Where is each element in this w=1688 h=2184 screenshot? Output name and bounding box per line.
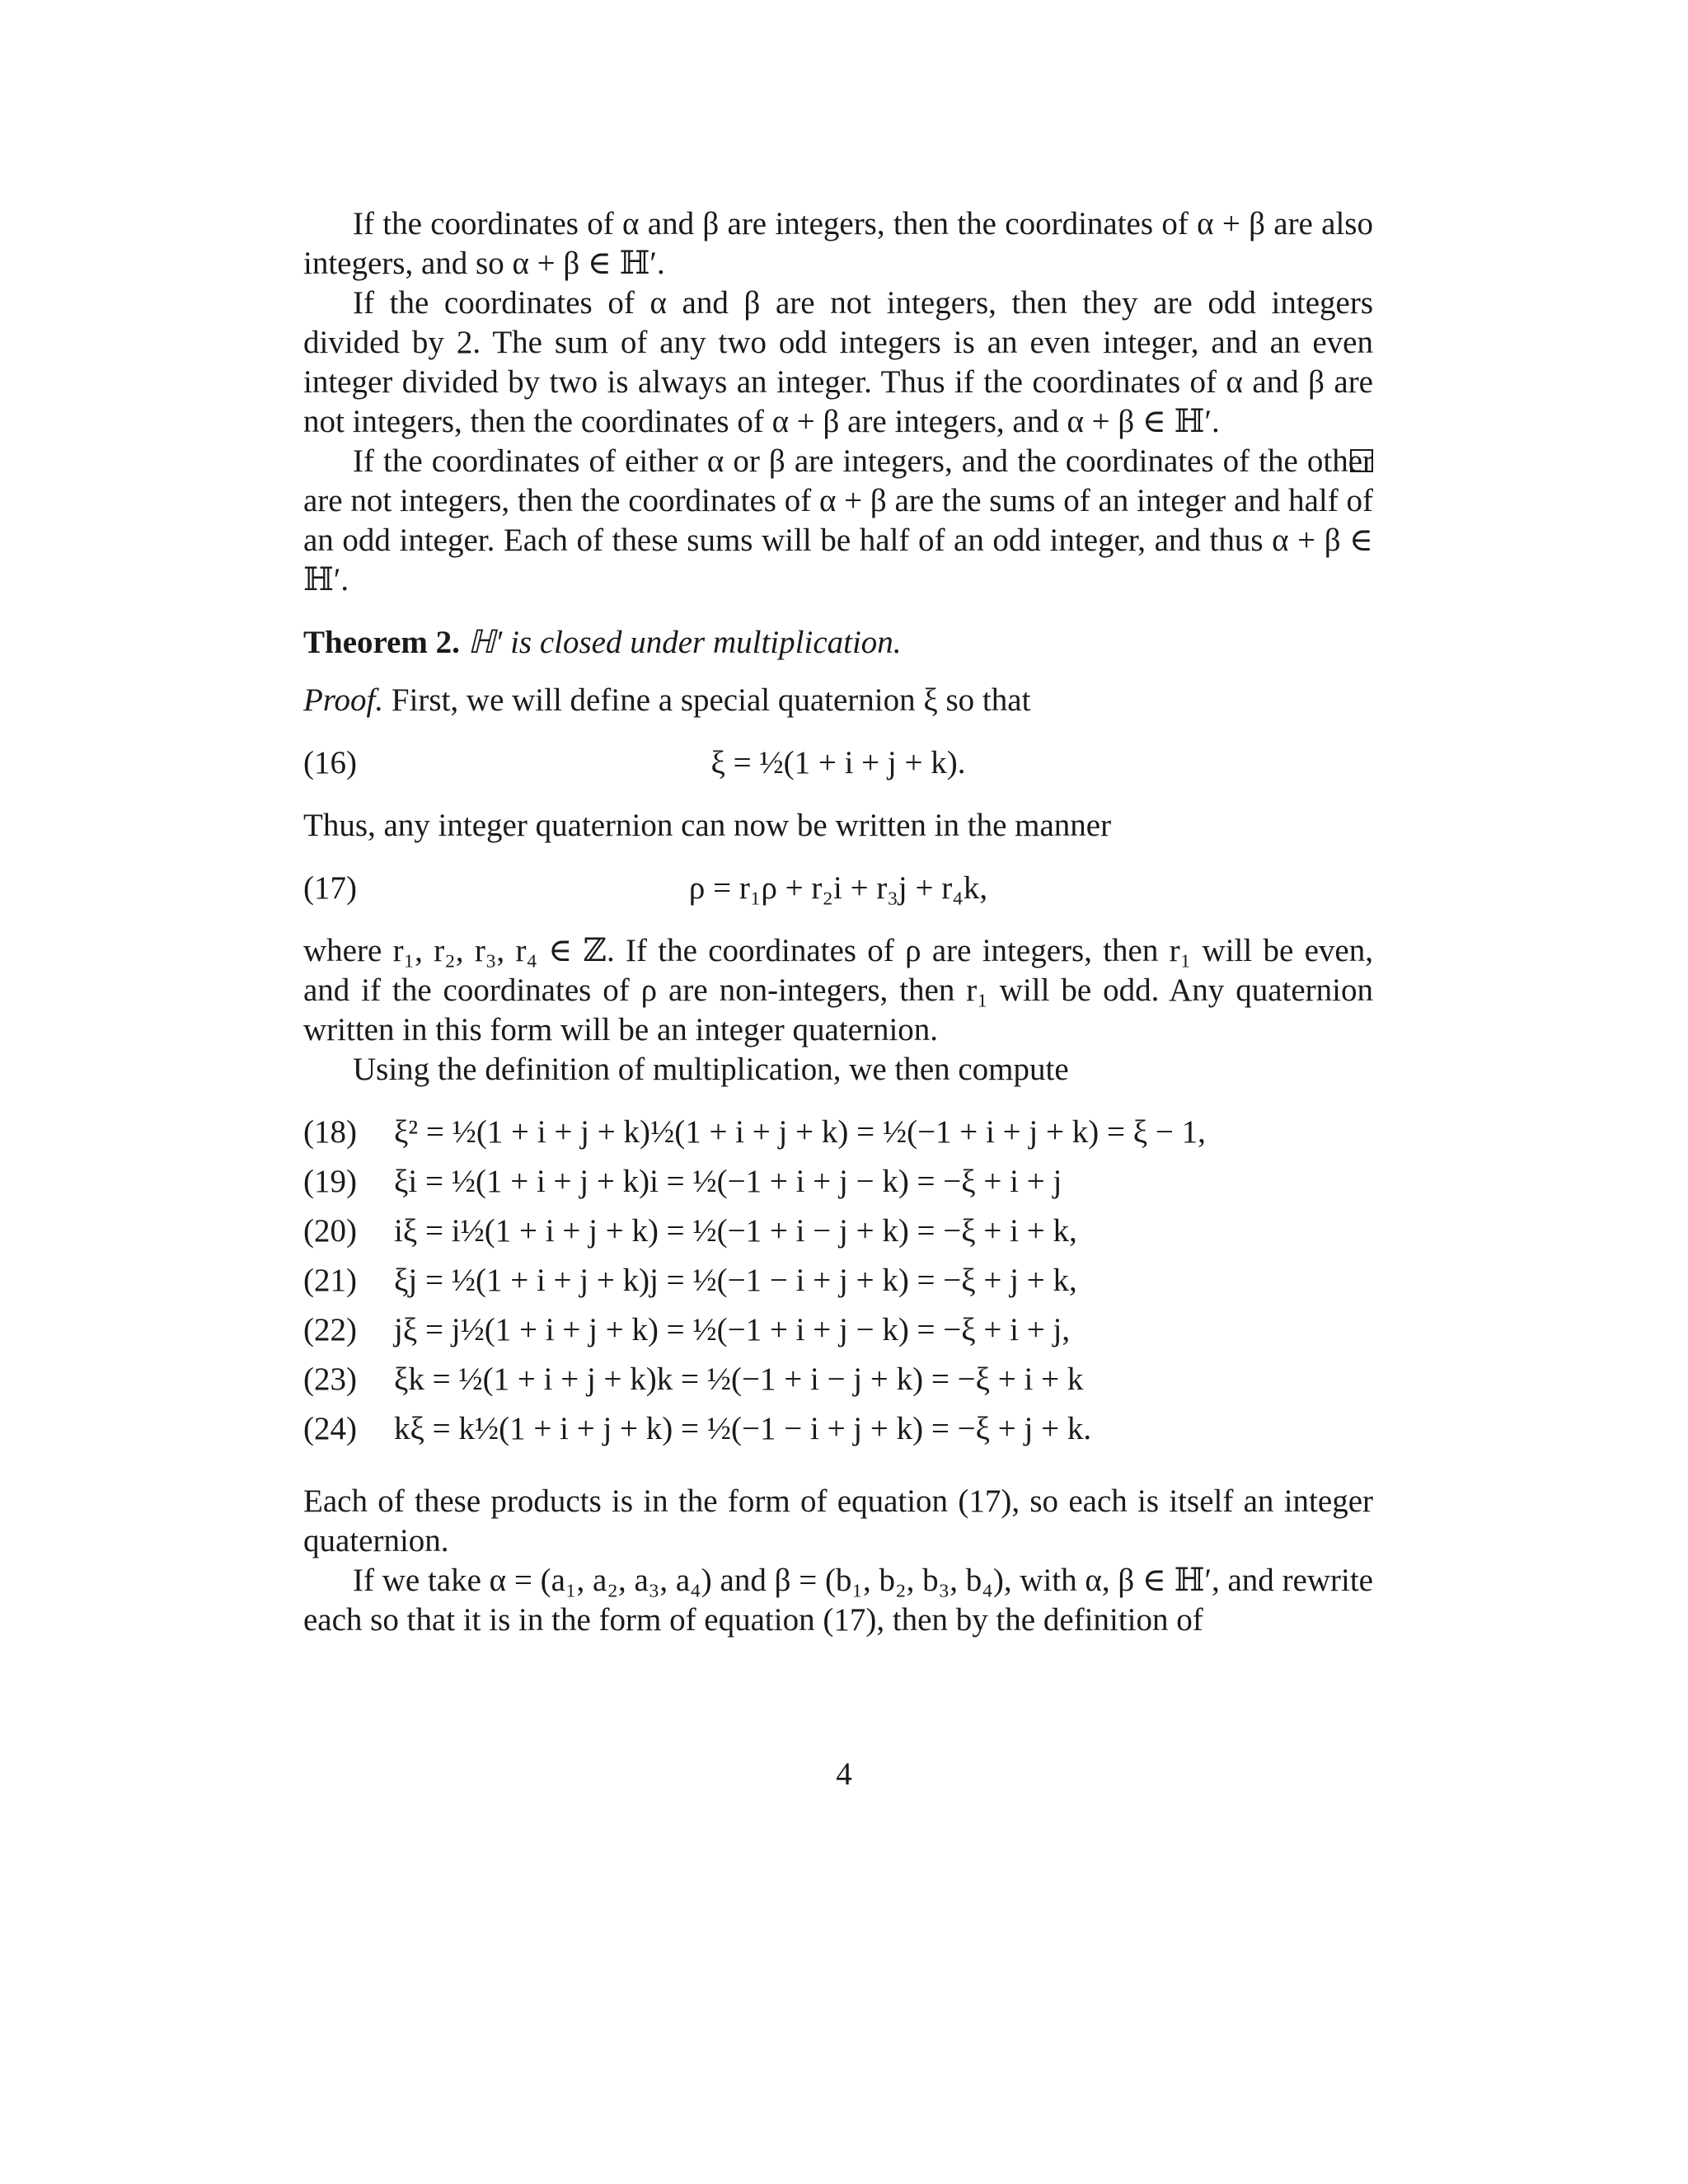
equation-body: ξj = ½(1 + i + j + k)j = ½(−1 − i + j + k) = −ξ + j + k, [394, 1263, 1077, 1298]
paragraph-take-alpha-beta: If we take α = (a₁, a₂, a₃, a₄) and β = (b₁, b₂, b₃, b₄), with α, β ∈ ℍ′, and rewrite each so that it is in the form of equation (17), then by the definition of [303, 1563, 1373, 1638]
equation-number: (24) [303, 1411, 357, 1446]
qed-square-icon [1350, 449, 1373, 472]
theorem-statement: ℍ′ is closed under multiplication. [467, 625, 902, 660]
equation-23 [303, 1360, 1373, 1409]
equation-16 [303, 743, 1373, 783]
equation-body: jξ = j½(1 + i + j + k) = ½(−1 + i + j − k) = −ξ + i + j, [394, 1312, 1071, 1347]
paragraph-products: Each of these products is in the form of equation (17), so each is itself an integer quaternion. [303, 1483, 1373, 1558]
equation-number: (17) [303, 870, 357, 906]
theorem-label: Theorem 2. [303, 625, 460, 660]
equation-body: iξ = i½(1 + i + j + k) = ½(−1 + i − j + k) = −ξ + i + k, [394, 1213, 1077, 1249]
equation-list [303, 1113, 1373, 1459]
equation-number: (21) [303, 1263, 357, 1298]
paragraph-coefficients: where r₁, r₂, r₃, r₄ ∈ ℤ. If the coordinates of ρ are integers, then r₁ will be even, and if the coordinates of ρ are non-integers, then r₁ will be odd. Any quaternion written in this form will be an integer quaternion. [303, 933, 1373, 1047]
equation-number: (22) [303, 1312, 357, 1347]
equation-body: ξ = ½(1 + i + j + k). [710, 745, 966, 780]
equation-24 [303, 1409, 1373, 1459]
proof-label: Proof. [303, 682, 384, 718]
paragraph-integer-quaternion-form: Thus, any integer quaternion can now be written in the manner [303, 808, 1112, 843]
equation-body: ξi = ½(1 + i + j + k)i = ½(−1 + i + j − k) = −ξ + i + j [394, 1164, 1062, 1199]
equation-body: kξ = k½(1 + i + j + k) = ½(−1 − i + j + k) = −ξ + j + k. [394, 1411, 1092, 1446]
paragraph-noninteger-case: If the coordinates of α and β are not integers, then they are odd integers divided by 2. The sum of any two odd integers is an even integer, and an even integer divided by two is always an integer. Thus if the coordinates of α and β are not integers, then the coordinates of α + β are integers, and α + β ∈ ℍ′. [303, 285, 1373, 439]
paragraph-mixed-case-text: If the coordinates of either α or β are integers, and the coordinates of the other are not integers, then the coordinates of α + β are the sums of an integer and half of an odd integer. Each of these sums will be half of an odd integer, and thus α + β ∈ ℍ′. [303, 443, 1373, 598]
equation-body: ρ = r₁ρ + r₂i + r₃j + r₄k, [688, 870, 988, 906]
page-body [303, 204, 1373, 1640]
equation-number: (23) [303, 1361, 357, 1397]
theorem-2 [303, 623, 1373, 663]
equation-18 [303, 1113, 1373, 1162]
equation-22 [303, 1310, 1373, 1360]
equation-17 [303, 869, 1373, 908]
equation-body: ξk = ½(1 + i + j + k)k = ½(−1 + i − j + k) = −ξ + i + k [394, 1361, 1084, 1397]
proof-intro-text: First, we will define a special quaternion ξ so that [391, 682, 1031, 718]
equation-number: (16) [303, 745, 357, 780]
equation-21 [303, 1261, 1373, 1310]
equation-body: ξ² = ½(1 + i + j + k)½(1 + i + j + k) = ½(−1 + i + j + k) = ξ − 1, [394, 1114, 1206, 1150]
equation-number: (20) [303, 1213, 357, 1249]
paragraph-integer-case: If the coordinates of α and β are integers, then the coordinates of α + β are also integers, and so α + β ∈ ℍ′. [303, 206, 1373, 281]
page-number: 4 [836, 1756, 852, 1792]
proof-intro [303, 681, 1373, 720]
paragraph-compute: Using the definition of multiplication, we then compute [353, 1052, 1069, 1087]
paragraph-mixed-case [303, 442, 1373, 600]
equation-20 [303, 1212, 1373, 1261]
equation-number: (19) [303, 1164, 357, 1199]
equation-number: (18) [303, 1114, 357, 1150]
equation-19 [303, 1162, 1373, 1212]
